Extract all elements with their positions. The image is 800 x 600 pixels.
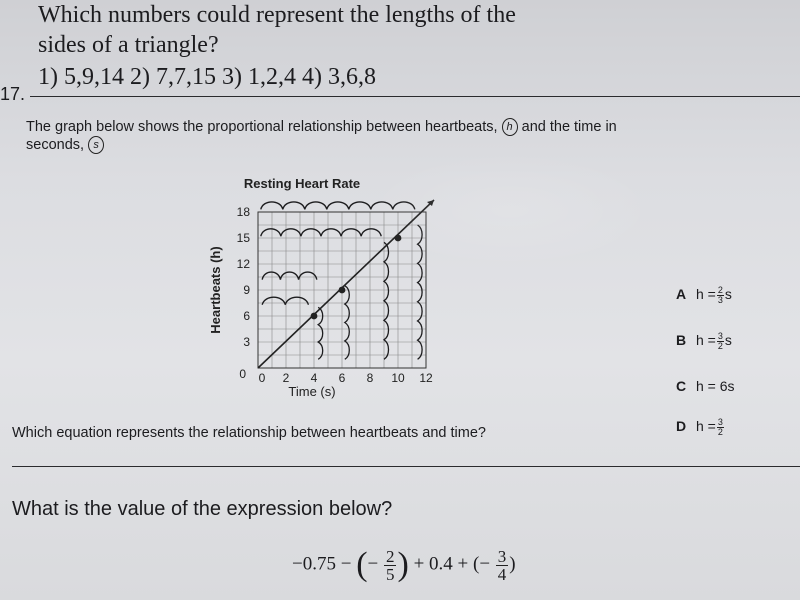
expression-part-c: ) bbox=[509, 553, 516, 575]
expression-part-b: + 0.4 + (− bbox=[413, 553, 491, 575]
prompt-text-2: and the time in bbox=[521, 119, 617, 135]
answer-fraction bbox=[717, 286, 724, 305]
circled-variable-h: h bbox=[502, 118, 518, 136]
fraction-numerator: 3 bbox=[717, 417, 723, 427]
answer-equation-lhs: h = bbox=[696, 286, 716, 303]
chart-title: Resting Heart Rate bbox=[243, 176, 361, 191]
answer-letter: D bbox=[676, 418, 687, 435]
answer-letter: B bbox=[676, 332, 687, 349]
which-equation-question: Which equation represents the relationship between heartbeats and time? bbox=[12, 425, 486, 441]
previous-question-line1: Which numbers could represent the lengths of the bbox=[38, 2, 516, 28]
answer-choice-c[interactable] bbox=[676, 378, 735, 394]
next-question: What is the value of the expression below? bbox=[12, 498, 393, 520]
fraction-denominator: 5 bbox=[385, 564, 395, 584]
y-axis-label: Heartbeats (h) bbox=[208, 246, 223, 334]
y-tick-label: 18 bbox=[236, 205, 250, 219]
y-tick-label: 12 bbox=[236, 257, 250, 271]
question-prompt bbox=[26, 118, 676, 154]
fraction-numerator: 3 bbox=[717, 331, 723, 341]
x-tick-label: 4 bbox=[310, 371, 318, 385]
y-tick-label: 15 bbox=[236, 231, 250, 245]
data-point bbox=[311, 313, 318, 320]
previous-question-line2: sides of a triangle? bbox=[38, 32, 219, 58]
divider-middle bbox=[12, 466, 800, 467]
expression-part-a: −0.75 − bbox=[292, 553, 352, 575]
close-paren: ) bbox=[397, 546, 409, 583]
y-tick-label: 6 bbox=[243, 309, 250, 323]
previous-question bbox=[38, 0, 516, 92]
x-tick-label: 8 bbox=[366, 371, 374, 385]
open-paren: ( bbox=[356, 546, 368, 583]
pencil-scribble bbox=[345, 286, 350, 360]
answer-equation-lhs: h = 6s bbox=[696, 378, 735, 394]
x-tick-label: 12 bbox=[419, 371, 433, 385]
x-tick-label: 10 bbox=[391, 371, 405, 385]
y-tick-label: 0 bbox=[239, 367, 246, 381]
y-tick-label: 9 bbox=[243, 283, 250, 297]
answer-choice-d[interactable] bbox=[676, 418, 725, 437]
x-tick-label: 6 bbox=[338, 371, 346, 385]
x-tick-label: 0 bbox=[258, 371, 266, 385]
prompt-text-1: The graph below shows the proportional relationship between heartbeats, bbox=[26, 119, 498, 135]
pencil-scribble bbox=[418, 225, 423, 359]
fraction-numerator: 2 bbox=[717, 285, 723, 295]
answer-choice-b[interactable] bbox=[676, 332, 732, 351]
fraction-two-fifths bbox=[384, 548, 397, 583]
answer-letter: A bbox=[676, 286, 687, 303]
answer-equation-rhs: s bbox=[724, 286, 732, 303]
x-tick-label: 2 bbox=[282, 371, 290, 385]
answer-fraction bbox=[717, 418, 724, 437]
fraction-sign: − bbox=[367, 553, 379, 575]
circled-variable-s: s bbox=[88, 136, 104, 154]
answer-equation-lhs: h = bbox=[696, 332, 716, 349]
fraction-numerator: 3 bbox=[497, 546, 507, 566]
expression bbox=[292, 546, 516, 584]
answer-equation-rhs: s bbox=[724, 332, 732, 349]
y-tick-label: 3 bbox=[243, 335, 250, 349]
answer-equation-lhs: h = bbox=[696, 418, 716, 435]
x-axis-label: Time (s) bbox=[288, 384, 336, 399]
fraction-numerator: 2 bbox=[385, 546, 395, 566]
answer-choice-a[interactable] bbox=[676, 286, 732, 305]
fraction-denominator: 2 bbox=[717, 427, 723, 437]
prompt-text-3: seconds, bbox=[26, 137, 85, 154]
fraction-three-fourths bbox=[496, 548, 509, 583]
pencil-scribble bbox=[261, 202, 415, 210]
data-point bbox=[395, 235, 402, 242]
pencil-scribble bbox=[262, 297, 308, 305]
fraction-denominator: 2 bbox=[717, 341, 723, 351]
fraction-denominator: 3 bbox=[717, 295, 723, 305]
heart-rate-chart bbox=[190, 172, 450, 404]
pencil-scribble bbox=[261, 229, 381, 237]
question-number: 17. bbox=[0, 84, 26, 104]
previous-question-choices: 1) 5,9,14 2) 7,7,15 3) 1,2,4 4) 3,6,8 bbox=[38, 64, 376, 90]
fraction-denominator: 4 bbox=[497, 564, 507, 584]
data-point bbox=[339, 287, 346, 294]
pencil-scribble bbox=[318, 307, 323, 359]
answer-letter: C bbox=[676, 378, 687, 394]
answer-fraction bbox=[717, 332, 724, 351]
pencil-scribble bbox=[262, 272, 317, 280]
divider-top bbox=[30, 96, 800, 97]
